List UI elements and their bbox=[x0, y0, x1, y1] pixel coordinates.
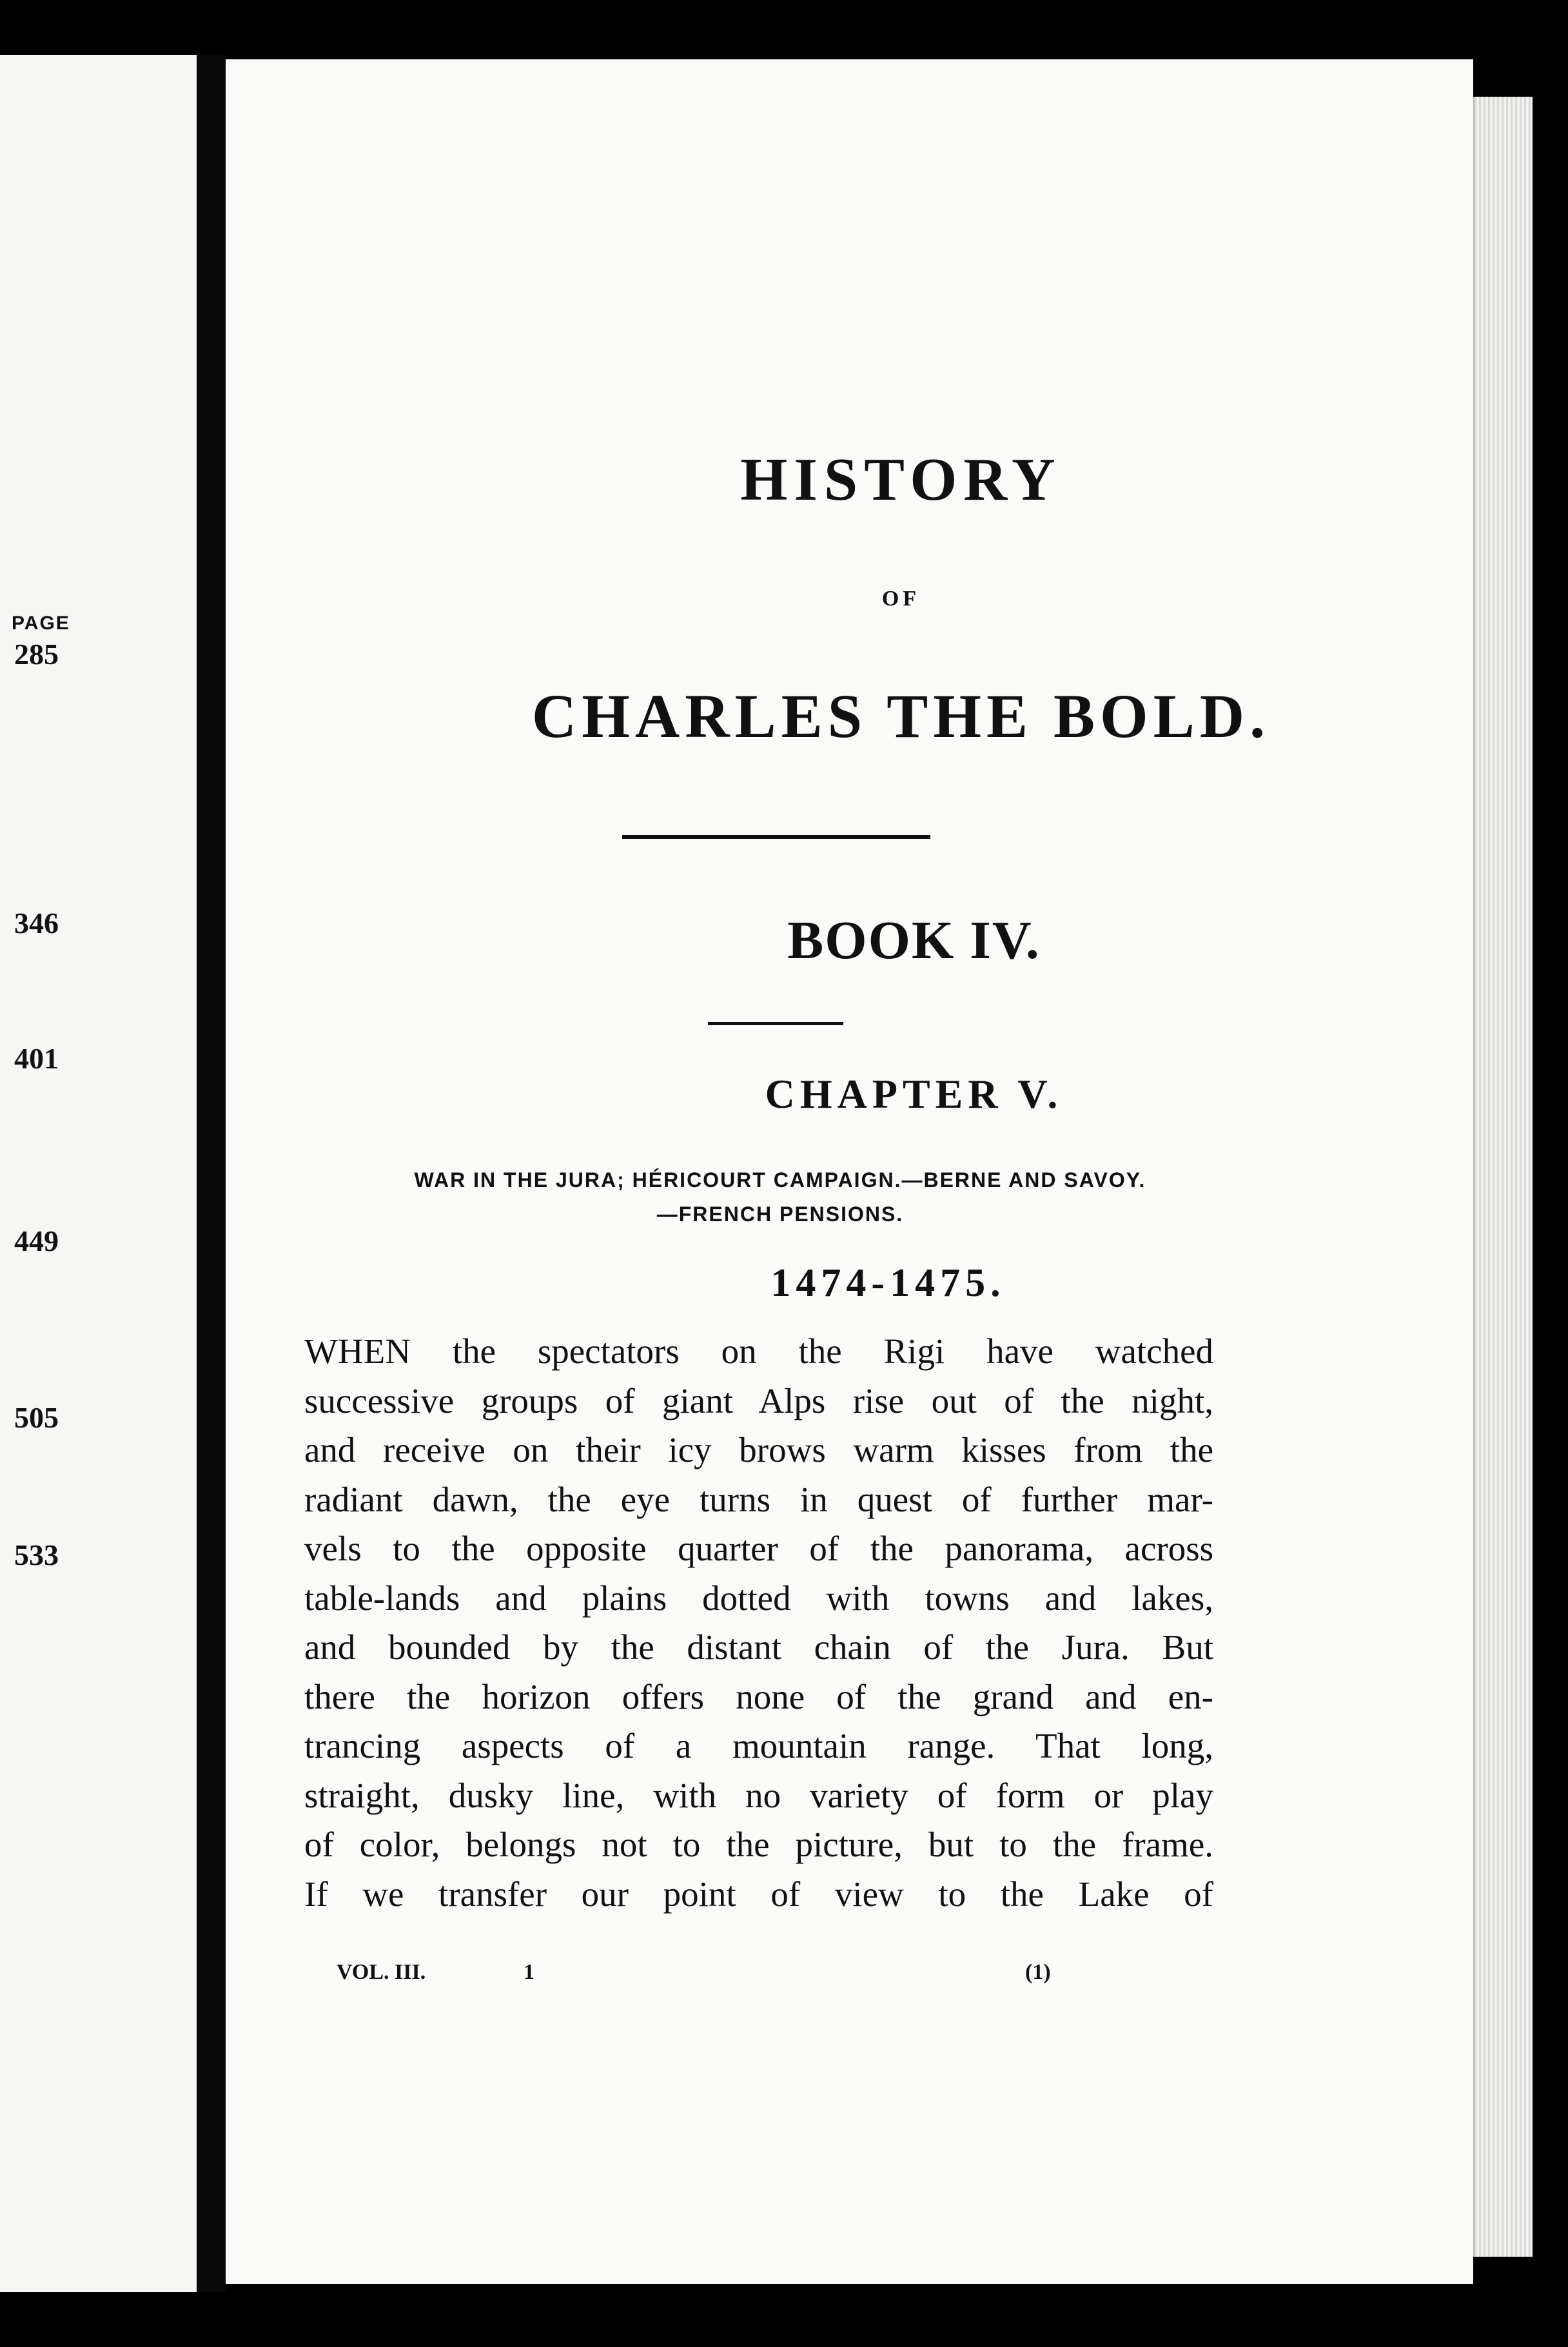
chapter-summary-line1: WAR IN THE JURA; HÉRICOURT CAMPAIGN.—BERNE AND SAVOY. bbox=[414, 1168, 1146, 1192]
body-line: vels to the opposite quarter of the panorama, across bbox=[304, 1529, 1213, 1568]
body-line: straight, dusky line, with no variety of form or play bbox=[304, 1775, 1213, 1815]
body-line: WHEN the spectators on the Rigi have watched bbox=[304, 1331, 1213, 1371]
page-edges bbox=[1473, 97, 1533, 2257]
toc-page-number: 401 bbox=[14, 1042, 59, 1075]
toc-page-number: 533 bbox=[14, 1538, 59, 1571]
body-line: of color, belongs not to the picture, but to the frame. bbox=[304, 1825, 1213, 1864]
body-line: If we transfer our point of view to the Lake of bbox=[304, 1874, 1213, 1914]
toc-page-number: 449 bbox=[14, 1224, 59, 1257]
footer-volume: VOL. III. bbox=[337, 1960, 426, 1984]
left-page bbox=[0, 55, 201, 2292]
book-gutter bbox=[197, 55, 226, 2292]
toc-page-number: 346 bbox=[14, 907, 59, 939]
title-rule bbox=[622, 835, 930, 839]
body-line: and receive on their icy brows warm kisses from the bbox=[304, 1430, 1213, 1469]
book-heading: BOOK IV. bbox=[787, 910, 1041, 970]
toc-page-number: 285 bbox=[14, 638, 59, 671]
title-charles-the-bold: CHARLES THE BOLD. bbox=[531, 682, 1271, 751]
chapter-summary-line2: —FRENCH PENSIONS. bbox=[656, 1203, 904, 1226]
title-history: HISTORY bbox=[740, 446, 1062, 513]
footer-signature: 1 bbox=[524, 1960, 534, 1984]
chapter-heading: CHAPTER V. bbox=[765, 1071, 1063, 1117]
body-line: successive groups of giant Alps rise out of the night, bbox=[304, 1380, 1213, 1420]
body-line: there the horizon offers none of the grand and en- bbox=[304, 1676, 1213, 1716]
body-line: trancing aspects of a mountain range. That long, bbox=[304, 1726, 1213, 1765]
chapter-years: 1474-1475. bbox=[770, 1261, 1006, 1305]
title-of: OF bbox=[881, 587, 921, 611]
toc-page-label: PAGE bbox=[12, 613, 70, 634]
body-line: table-lands and plains dotted with towns and lakes, bbox=[304, 1578, 1213, 1618]
body-line: and bounded by the distant chain of the Jura. But bbox=[304, 1627, 1213, 1667]
book-rule bbox=[708, 1022, 843, 1025]
toc-page-number: 505 bbox=[14, 1401, 59, 1434]
body-paragraph bbox=[304, 1327, 1213, 1919]
footer-page-number: (1) bbox=[1025, 1960, 1051, 1984]
body-line: radiant dawn, the eye turns in quest of further mar- bbox=[304, 1479, 1213, 1519]
